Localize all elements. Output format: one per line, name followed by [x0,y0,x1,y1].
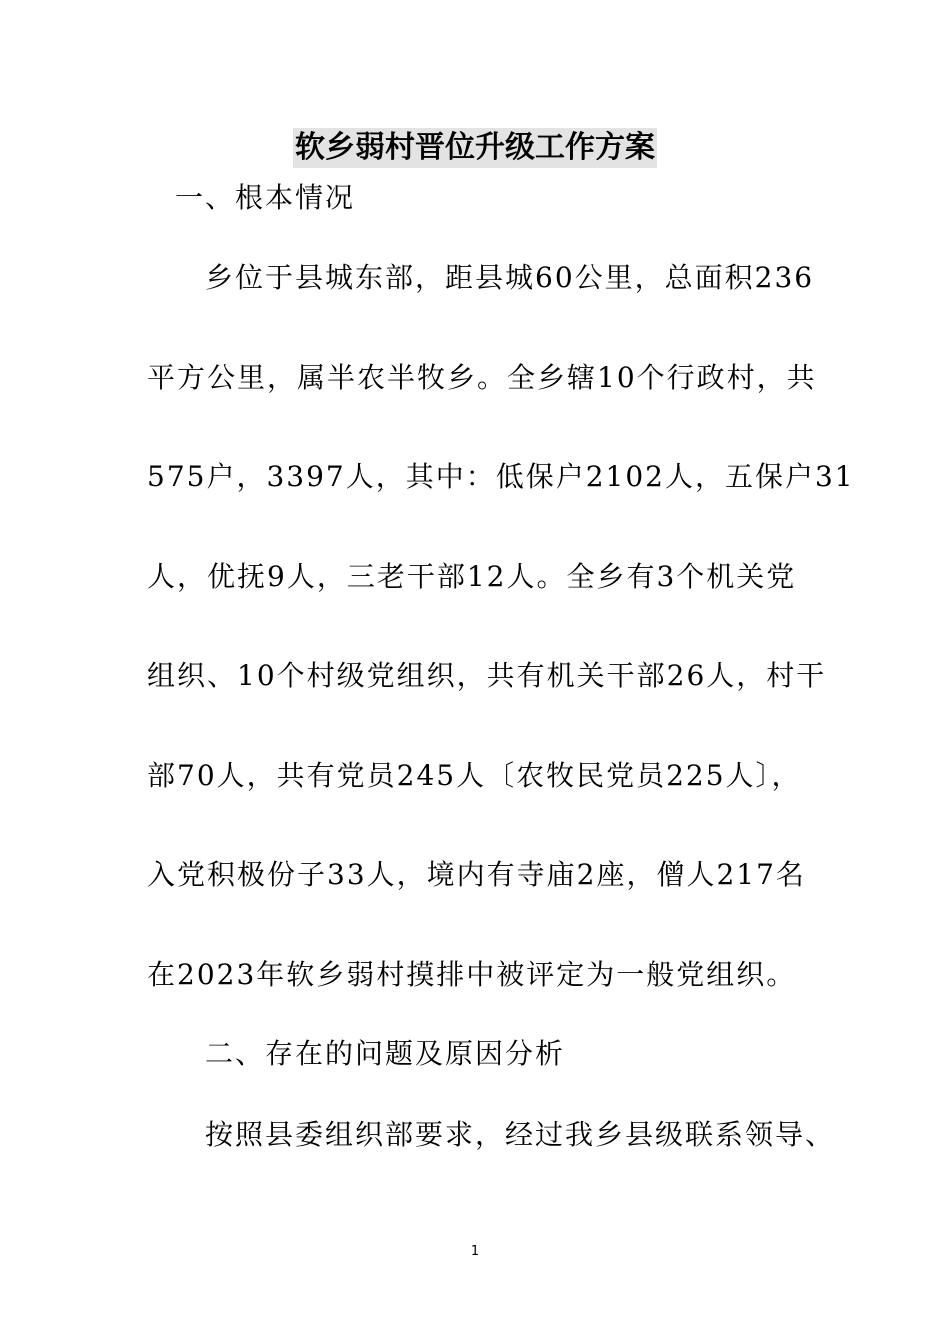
paragraph-line: 按照县委组织部要求，经过我乡县级联系领导、 [205,1118,836,1151]
section-heading-basic-situation: 一、根本情况 [175,181,356,214]
paragraph-line: 人，优抚9人，三老干部12人。全乡有3个机关党 [147,560,797,593]
paragraph-line: 平方公里，属半农半牧乡。全乡辖10个行政村，共 [147,361,817,394]
paragraph-line: 575户，3397人，其中：低保户2102人，五保户31 [147,460,855,493]
page-number: 1 [470,1244,480,1259]
paragraph-line: 入党积极份子33人，境内有寺庙2座，僧人217名 [147,858,806,891]
document-title: 软乡弱村晋位升级工作方案 [293,128,657,168]
section-heading-problems: 二、存在的问题及原因分析 [205,1037,566,1070]
title-container [0,128,950,168]
paragraph-line: 组织、10个村级党组织，共有机关干部26人，村干 [147,659,827,692]
paragraph-line: 部70人，共有党员245人〔农牧民党员225人〕， [147,759,802,792]
paragraph-line: 乡位于县城东部，距县城60公里，总面积236 [205,261,815,294]
paragraph-line: 在2023年软乡弱村摸排中被评定为一般党组织。 [147,958,797,991]
